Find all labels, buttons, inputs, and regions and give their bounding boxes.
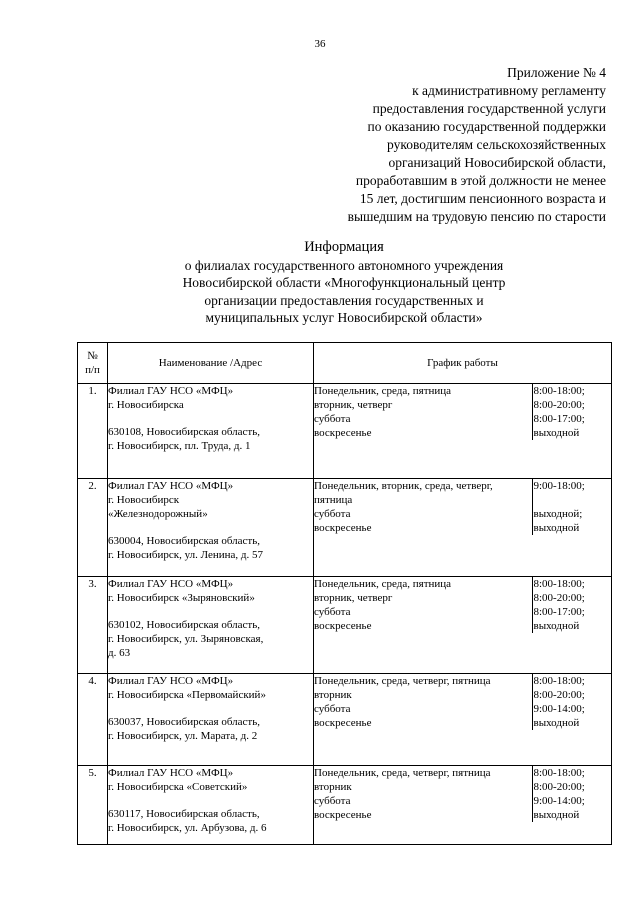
row-number: 2.: [78, 479, 108, 577]
table-header-row: [78, 343, 612, 384]
schedule-day-line: суббота: [314, 606, 351, 618]
branch-address-line: 630037, Новосибирская область,: [108, 716, 260, 728]
table-row: [78, 766, 612, 845]
branch-name-line: Филиал ГАУ НСО «МФЦ»: [108, 578, 234, 590]
schedule-hours-line: 8:00-18:00;: [532, 766, 612, 780]
page-number: 36: [314, 38, 326, 50]
branch-name-address: [108, 577, 314, 674]
schedule-day-line: воскресенье: [314, 717, 372, 729]
branch-name-line: «Железнодорожный»: [108, 508, 208, 520]
schedule-hours-line: выходной: [532, 716, 612, 730]
schedule-hours-line: выходной: [532, 619, 612, 633]
schedule-day-line: вторник: [314, 689, 352, 701]
branch-name-address: [108, 479, 314, 577]
schedule-hours-line: 8:00-20:00;: [532, 398, 612, 412]
header-number: № п/п: [78, 343, 108, 384]
schedule-day-line: Понедельник, среда, пятница: [314, 385, 452, 397]
branch-address-line: г. Новосибирск, ул. Арбузова, д. 6: [108, 822, 267, 834]
branch-name-address: [108, 384, 314, 479]
appendix-line: организаций Новосибирской области,: [388, 155, 606, 170]
schedule-hours-line: 8:00-17:00;: [532, 605, 612, 619]
branch-name-line: г. Новосибирск: [108, 494, 180, 506]
schedule-day-line: Понедельник, вторник, среда, четверг,: [314, 480, 493, 492]
schedule-day-line: вторник, четверг: [314, 399, 393, 411]
branch-name-address: [108, 766, 314, 845]
schedule-hours-line: 9:00-14:00;: [532, 794, 612, 808]
table-row: [78, 577, 612, 674]
branch-address-line: г. Новосибирск, ул. Ленина, д. 57: [108, 549, 263, 561]
branch-name-line: г. Новосибирска: [108, 399, 184, 411]
schedule-day-line: суббота: [314, 413, 351, 425]
branch-address-line: 630108, Новосибирская область,: [108, 426, 260, 438]
schedule-day-line: Понедельник, среда, пятница: [314, 578, 452, 590]
schedule-day-line: воскресенье: [314, 809, 372, 821]
branch-address-line: г. Новосибирск, ул. Зыряновская,: [108, 633, 264, 645]
schedule-hours-line: выходной: [532, 808, 612, 822]
branch-address-line: д. 63: [108, 647, 131, 659]
schedule-days: [314, 384, 534, 479]
schedule-hours-line: 8:00-17:00;: [532, 412, 612, 426]
branch-name-line: г. Новосибирска «Советский»: [108, 781, 248, 793]
table-row: [78, 384, 612, 479]
schedule-day-line: вторник: [314, 781, 352, 793]
table-row: [78, 479, 612, 577]
schedule-day-line: Понедельник, среда, четверг, пятница: [314, 675, 491, 687]
schedule-day-line: Понедельник, среда, четверг, пятница: [314, 767, 491, 779]
row-number: 5.: [78, 766, 108, 845]
branch-name-line: г. Новосибирска «Первомайский»: [108, 689, 266, 701]
schedule-day-line: суббота: [314, 795, 351, 807]
header-name-address: Наименование /Адрес: [108, 343, 314, 384]
schedule-day-line: воскресенье: [314, 620, 372, 632]
appendix-header: [276, 64, 606, 226]
appendix-line: к административному регламенту: [412, 83, 606, 98]
branch-name-address: [108, 674, 314, 766]
schedule-day-line: воскресенье: [314, 427, 372, 439]
branches-table: [77, 342, 612, 845]
branch-address: [108, 534, 313, 562]
schedule-hours: [534, 577, 612, 674]
schedule-day-line: вторник, четверг: [314, 592, 393, 604]
branch-address-line: 630117, Новосибирская область,: [108, 808, 260, 820]
schedule-hours-line: выходной;: [532, 507, 612, 521]
branch-address-line: 630004, Новосибирская область,: [108, 535, 260, 547]
schedule-day-line: пятница: [314, 494, 353, 506]
appendix-line: руководителям сельскохозяйственных: [387, 137, 606, 152]
schedule-day-line: воскресенье: [314, 522, 372, 534]
schedule-hours-line: 8:00-18:00;: [532, 577, 612, 591]
schedule-hours-line: 9:00-14:00;: [532, 702, 612, 716]
document-subtitle-line: организации предоставления государственных и: [204, 292, 484, 308]
schedule-hours: [534, 479, 612, 577]
branch-address: [108, 425, 313, 453]
appendix-line: проработавшим в этой должности не менее: [355, 173, 606, 188]
schedule-hours-line: выходной: [532, 521, 612, 535]
appendix-line: предоставления государственной услуги: [372, 101, 606, 116]
branch-address-line: г. Новосибирск, ул. Марата, д. 2: [108, 730, 258, 742]
header-schedule: График работы: [314, 343, 612, 384]
branch-name-line: Филиал ГАУ НСО «МФЦ»: [108, 675, 234, 687]
document-subtitle-line: Новосибирской области «Многофункциональный центр: [182, 275, 506, 290]
branch-address-line: г. Новосибирск, пл. Труда, д. 1: [108, 440, 251, 452]
branch-address: [108, 715, 313, 743]
branch-name-line: г. Новосибирск «Зыряновский»: [108, 592, 255, 604]
schedule-day-line: суббота: [314, 703, 351, 715]
schedule-hours: [534, 384, 612, 479]
row-number: 1.: [78, 384, 108, 479]
schedule-hours-line: [532, 493, 612, 507]
table-row: [78, 674, 612, 766]
schedule-days: [314, 577, 534, 674]
appendix-line: по оказанию государственной поддержки: [367, 119, 606, 134]
schedule-hours-line: выходной: [532, 426, 612, 440]
schedule-hours-line: 8:00-18:00;: [532, 384, 612, 398]
document-title-block: [0, 239, 640, 327]
schedule-hours-line: 8:00-20:00;: [532, 591, 612, 605]
schedule-hours-line: 8:00-20:00;: [532, 688, 612, 702]
branch-name-line: Филиал ГАУ НСО «МФЦ»: [108, 767, 234, 779]
branch-address-line: 630102, Новосибирская область,: [108, 619, 260, 631]
appendix-line: 15 лет, достигшим пенсионного возраста и: [359, 191, 606, 206]
branch-name-line: Филиал ГАУ НСО «МФЦ»: [108, 480, 234, 492]
row-number: 3.: [78, 577, 108, 674]
schedule-hours-line: 8:00-20:00;: [532, 780, 612, 794]
branch-address: [108, 618, 313, 660]
schedule-hours: [534, 674, 612, 766]
schedule-hours: [534, 766, 612, 845]
appendix-line: Приложение № 4: [507, 65, 606, 80]
schedule-hours-line: 8:00-18:00;: [532, 674, 612, 688]
branch-address: [108, 807, 313, 835]
document-subtitle-line: муниципальных услуг Новосибирской области»: [205, 310, 483, 325]
schedule-days: [314, 674, 534, 766]
branch-name-line: Филиал ГАУ НСО «МФЦ»: [108, 385, 234, 397]
appendix-line: вышедшим на трудовую пенсию по старости: [347, 209, 606, 224]
schedule-hours-line: 9:00-18:00;: [532, 479, 612, 493]
document-heading: Информация: [304, 239, 384, 255]
document-subtitle-line: о филиалах государственного автономного учреждения: [184, 257, 504, 273]
schedule-days: [314, 479, 534, 577]
row-number: 4.: [78, 674, 108, 766]
schedule-day-line: суббота: [314, 508, 351, 520]
schedule-days: [314, 766, 534, 845]
